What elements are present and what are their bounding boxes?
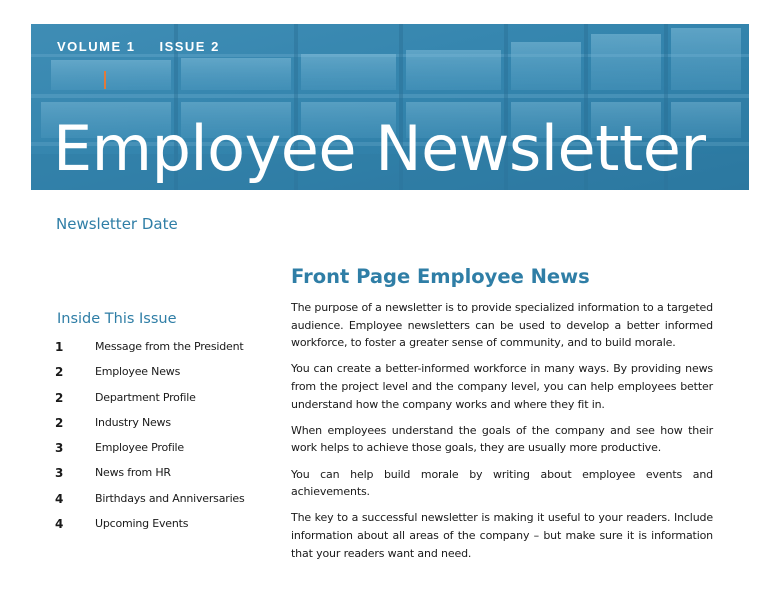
toc-page-number: 3 [55,441,64,456]
toc-item [55,365,265,390]
toc-item [55,391,265,416]
toc-item-title: Birthdays and Anniversaries [95,491,245,505]
toc-item-title: Employee Profile [95,441,184,455]
toc-item [55,492,265,517]
toc-page-number: 4 [55,517,64,532]
article-paragraph: The key to a successful newsletter is making it useful to your readers. Include information about all areas of the company – but make sure it is information that your readers want and need. [291,511,713,560]
text-cursor-mark [104,71,106,89]
toc-item-title: Message from the President [95,340,244,353]
toc-page-number: 2 [55,415,64,430]
toc-page-number: 2 [55,365,64,380]
toc-page-number: 1 [55,340,64,354]
toc-item-title: Department Profile [95,390,196,404]
issue-line [57,39,220,54]
article-paragraph: When employees understand the goals of the company and see how their work helps to achieve those goals, they are usually more productive. [291,423,713,455]
toc-page-number: 2 [55,390,64,405]
toc-item [55,340,265,365]
toc-item-title: News from HR [95,466,171,480]
toc-item [55,517,265,542]
article-body[interactable] [291,299,713,571]
toc-item-title: Employee News [95,365,181,379]
inside-this-issue-list [55,340,265,542]
article-paragraph: The purpose of a newsletter is to provide specialized information to a targeted audience. Employee newsletters can be used to develop a better informed workforce, to foster a greater sense of community, and to build morale. [291,301,713,350]
toc-item [55,441,265,466]
newsletter-title[interactable]: Employee Newsletter [53,112,706,185]
inside-this-issue-heading: Inside This Issue [57,311,177,327]
issue-label: ISSUE 2 [159,39,220,54]
volume-label: VOLUME 1 [57,39,136,54]
newsletter-date[interactable]: Newsletter Date [56,215,178,233]
toc-item-title: Industry News [95,415,171,429]
masthead-banner [31,24,749,190]
toc-item [55,416,265,441]
article-paragraph: You can create a better-informed workforce in many ways. By providing news from the project level and the company level, you can help employees better understand how the company works and where they fit in. [291,362,713,411]
toc-item-title: Upcoming Events [95,517,189,531]
toc-page-number: 4 [55,491,64,506]
article-paragraph: You can help build morale by writing about employee events and achievements. [291,467,713,499]
toc-item [55,466,265,491]
article-headline[interactable]: Front Page Employee News [291,265,590,288]
toc-page-number: 3 [55,466,64,481]
